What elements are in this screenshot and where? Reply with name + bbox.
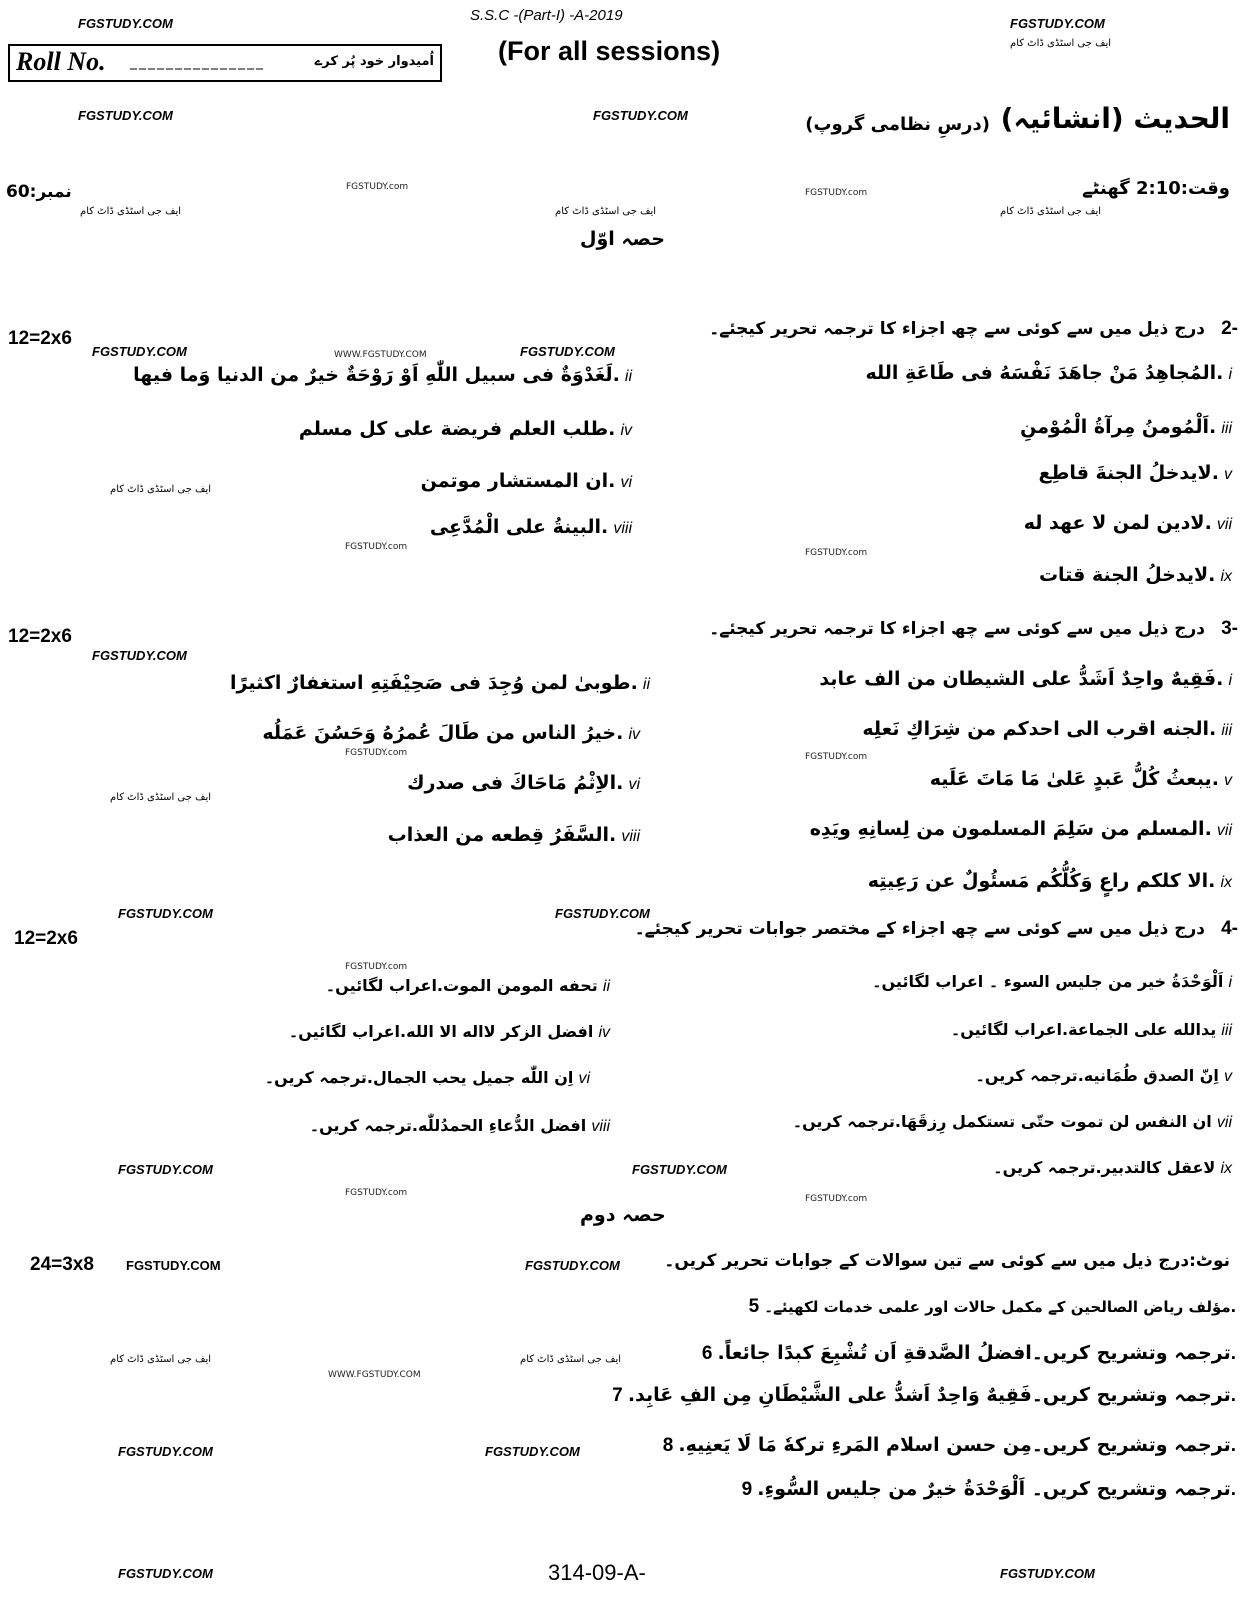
watermark: FGSTUDY.COM xyxy=(593,108,688,123)
q4-item xyxy=(265,1068,590,1088)
q3-item xyxy=(407,772,640,794)
q4-item xyxy=(993,1158,1232,1178)
q2-item-text: المُجاهِدُ مَنْ جاهَدَ نَفْسَهُ فى طَاعَةِ الله. xyxy=(865,362,1224,384)
q3-item xyxy=(388,824,640,846)
watermark: FGSTUDY.COM xyxy=(118,906,213,921)
q2-item xyxy=(1038,462,1232,484)
q2-number: 2- xyxy=(1221,318,1238,339)
watermark-urdu: ایف جی اسٹڈی ڈاٹ کام xyxy=(110,484,212,495)
q3-item xyxy=(230,672,650,694)
group: (درسِ نظامی گروپ) xyxy=(805,114,990,135)
roll-blank: _______________ xyxy=(130,54,265,70)
q4-item-text: اِن اللّٰه جميل يحب الجمال.ترجمہ کریں۔ xyxy=(264,1068,574,1087)
watermark-small: FGSTUDY.com xyxy=(805,188,868,198)
long-question xyxy=(702,1342,1236,1365)
watermark-urdu: ایف جی اسٹڈی ڈاٹ کام xyxy=(80,206,182,217)
q3-number: 3- xyxy=(1221,618,1238,639)
q3-item-number: i xyxy=(1228,672,1232,689)
q4-item-text: لاعقل كالتدبير.ترجمہ کریں۔ xyxy=(993,1158,1216,1177)
long-question-number: 8. xyxy=(662,1435,1236,1456)
q4-item-text: اِنّ الصدق طُمَانيه.ترجمہ کریں۔ xyxy=(975,1066,1219,1085)
watermark-urdu: ایف جی اسٹڈی ڈاٹ کام xyxy=(1000,206,1102,217)
long-question-text: ترجمہ وتشریح کریں۔ اَلْوَحْدَةُ خيرٌ من جليس السُّوءِ. xyxy=(757,1478,1231,1500)
q2-item-number: vi xyxy=(620,474,632,491)
q3-item-number: v xyxy=(1224,772,1232,789)
watermark-small: FGSTUDY.com xyxy=(345,1188,408,1198)
q3-item xyxy=(868,870,1232,892)
q4-item-number: vii xyxy=(1216,1114,1232,1131)
roll-urdu: اُمیدوار خود پُر کرے xyxy=(314,54,434,69)
watermark: FGSTUDY.COM xyxy=(126,1258,221,1273)
q2-item-text: طلب العلم فريضة على كل مسلم. xyxy=(298,418,616,440)
q3-item xyxy=(810,818,1232,840)
q3-item xyxy=(819,668,1232,690)
long-question-text: ترجمہ وتشریح کریں۔فَقِيهٌ وَاحِدٌ اَشدُّ على الشَّيْطَانِ مِن الفِ عَابِد. xyxy=(627,1384,1231,1406)
q4-item-number: v xyxy=(1224,1068,1232,1085)
q3-item-text: الا كلكم راعٍ وَكُلُّكُم مَسئُولٌ عن رَعِيتِه. xyxy=(867,870,1216,892)
q4-item-text: ان النفس لن تموت حتّى تستكمل رِزقَهَا.ترجمہ کریں۔ xyxy=(792,1112,1212,1131)
q4-item-number: viii xyxy=(591,1118,610,1135)
long-question-number: 6. xyxy=(701,1343,1236,1364)
q3-item-text: السَّفَرُ قِطعه من العذاب. xyxy=(387,824,617,846)
q2-item-text: اَلْمُومنُ مِرآةُ الْمُوْمنِ. xyxy=(1020,416,1217,438)
roll-number-box[interactable] xyxy=(8,44,442,82)
q3-item-number: ix xyxy=(1220,874,1232,891)
watermark-urdu: ایف جی اسٹڈی ڈاٹ کام xyxy=(520,1354,622,1365)
watermark: FGSTUDY.COM xyxy=(118,1444,213,1459)
q2-item xyxy=(865,362,1232,384)
q4-item-text: افضل الدُّعاءِ الحمدُللّٰه.ترجمہ کریں۔ xyxy=(309,1116,587,1135)
q4-item-text: اَلْوَحْدَةُ خير من جليس السوء ۔ اعراب لگائیں۔ xyxy=(872,972,1224,991)
q4-instruction: درج ذیل میں سے کوئی سے چھ اجزاء کے مختصر جوابات تحریر کیجئے۔ xyxy=(634,919,1205,939)
q2-item-number: v xyxy=(1224,466,1232,483)
q4-item-number: ii xyxy=(602,978,610,995)
long-question xyxy=(749,1296,1236,1318)
watermark: FGSTUDY.COM xyxy=(485,1444,580,1459)
q3-item-text: فَقِيهٌ واحِدٌ اَشَدُّ على الشيطان من الف عابد. xyxy=(819,668,1224,690)
q2-item xyxy=(299,418,632,440)
q2-item xyxy=(133,364,632,386)
q2-item-number: iv xyxy=(620,422,632,439)
q4-item-number: iv xyxy=(598,1024,610,1041)
q3-item-text: الاِثْمُ مَاحَاكَ فى صدرك. xyxy=(407,772,624,794)
q2-item-number: ii xyxy=(624,368,632,385)
q2-item-text: لادين لمن لا عهد له. xyxy=(1023,512,1212,534)
watermark-small: FGSTUDY.com xyxy=(805,1194,868,1204)
watermark: FGSTUDY.COM xyxy=(632,1162,727,1177)
watermark-urdu: ایف جی اسٹڈی ڈاٹ کام xyxy=(110,792,212,803)
watermark: FGSTUDY.COM xyxy=(78,108,173,123)
q2-item-text: لَغَدْوَةٌ فى سبيل اللّٰهِ اَوْ رَوْحَةٌ خيرٌ من الدنيا وَما فيها. xyxy=(133,364,620,386)
q3-item-text: طوبىٰ لمن وُجِدَ فى صَحِيْفَتِهِ استغفارٌ اكثيرًا. xyxy=(230,672,638,694)
watermark: FGSTUDY.COM xyxy=(92,344,187,359)
q4-item-number: i xyxy=(1228,974,1232,991)
watermark-small: FGSTUDY.com xyxy=(345,962,408,972)
watermark: FGSTUDY.COM xyxy=(118,1162,213,1177)
q4-item xyxy=(975,1066,1232,1086)
q4-item xyxy=(951,1020,1232,1040)
q4-item xyxy=(289,1022,610,1042)
long-question-text: مؤلف ریاض الصالحین کے مکمل حالات اور علمی خدمات لکھیئے۔ xyxy=(764,1298,1231,1316)
watermark-urdu: ایف جی اسٹڈی ڈاٹ کام xyxy=(1010,38,1112,49)
exam-code: S.S.C -(Part-I) -A-2019 xyxy=(470,7,623,24)
q3-item-number: vi xyxy=(628,776,640,793)
watermark-www: WWW.FGSTUDY.COM xyxy=(328,1370,421,1380)
long-question-number: 5. xyxy=(748,1296,1236,1317)
watermark-small: FGSTUDY.com xyxy=(345,748,408,758)
q2-item xyxy=(421,470,632,492)
q2-item-number: i xyxy=(1228,366,1232,383)
q4-item-text: تحفه المومن الموت.اعراب لگائیں۔ xyxy=(325,976,598,995)
total-marks: نمبر:60 xyxy=(6,182,72,202)
q3-item-text: يبعثُ كُلُّ عَبدٍ عَلىٰ مَا مَاتَ عَلَيه. xyxy=(929,768,1219,790)
q4-item-number: iii xyxy=(1221,1022,1232,1039)
q3-item xyxy=(930,768,1232,790)
part2-marks: 24=3x8 xyxy=(30,1254,94,1275)
sessions: (For all sessions) xyxy=(498,36,721,66)
q4-item-number: ix xyxy=(1220,1160,1232,1177)
part2-note: نوٹ:درج ذیل میں سے کوئی سے تین سوالات کے جوابات تحریر کریں۔ xyxy=(664,1251,1230,1271)
q2-item-text: لايدخلُ الجنةَ قاطِع. xyxy=(1038,462,1219,484)
watermark-urdu: ایف جی اسٹڈی ڈاٹ کام xyxy=(110,1354,212,1365)
watermark: FGSTUDY.COM xyxy=(525,1258,620,1273)
q3-item-number: ii xyxy=(642,676,650,693)
watermark: FGSTUDY.COM xyxy=(520,344,615,359)
q2-item xyxy=(1024,512,1232,534)
watermark: FGSTUDY.COM xyxy=(92,648,187,663)
long-question-text: ترجمہ وتشریح کریں۔افضلُ الصَّدقةِ اَن تُشْبِعَ كبدًا جائعاً. xyxy=(717,1342,1231,1364)
q2-item-number: viii xyxy=(613,520,632,537)
watermark: FGSTUDY.COM xyxy=(118,1566,213,1581)
q3-instruction: درج ذیل میں سے کوئی سے چھ اجزاء کا ترجمہ تحریر کیجئے۔ xyxy=(709,619,1205,639)
watermark-small: FGSTUDY.com xyxy=(805,752,868,762)
q3-item-text: خيرُ الناس من طَالَ عُمرُهُ وَحَسُنَ عَمَلُه. xyxy=(262,722,624,744)
q3-item-number: vii xyxy=(1216,822,1232,839)
watermark: FGSTUDY.COM xyxy=(78,16,173,31)
watermark-small: FGSTUDY.com xyxy=(345,542,408,552)
q4-item xyxy=(793,1112,1232,1132)
q2-item-number: vii xyxy=(1216,516,1232,533)
q2-marks: 12=2x6 xyxy=(8,328,72,349)
q2-item-number: iii xyxy=(1221,420,1232,437)
q4-item-text: يدالله على الجماعة.اعراب لگائیں۔ xyxy=(950,1020,1217,1039)
q4-marks: 12=2x6 xyxy=(14,928,78,949)
q3-marks: 12=2x6 xyxy=(8,626,72,647)
long-question-number: 7. xyxy=(612,1385,1236,1406)
q3-item xyxy=(262,722,640,744)
q4-item xyxy=(310,1116,610,1136)
subject-title: الحدیث (انشائیہ) xyxy=(1000,102,1230,135)
long-question-text: ترجمہ وتشریح کریں۔مِن حسن اسلام المَرءِ تركهٗ مَا لَا يَعنِيهِ. xyxy=(678,1434,1231,1456)
part-two-title: حصہ دوم xyxy=(580,1204,666,1226)
q4-item-text: افضل الزكر لااله الا الله.اعراب لگائیں۔ xyxy=(288,1022,594,1041)
q3-item-number: iii xyxy=(1221,722,1232,739)
long-question-number: 9. xyxy=(741,1479,1236,1500)
watermark: FGSTUDY.COM xyxy=(555,906,650,921)
watermark-urdu: ایف جی اسٹڈی ڈاٹ کام xyxy=(555,206,657,217)
q4-item xyxy=(326,976,610,996)
watermark-small: FGSTUDY.com xyxy=(805,548,868,558)
q2-item xyxy=(1020,416,1232,438)
q3-item xyxy=(862,718,1232,740)
watermark-www: WWW.FGSTUDY.COM xyxy=(334,350,427,360)
q3-item-text: المسلم من سَلِمَ المسلمون من لِسانِهِ ويَدِه. xyxy=(809,818,1212,840)
part-one-title: حصہ اوّل xyxy=(580,228,665,250)
time-allowed: وقت:2:10 گھنٹے xyxy=(1082,178,1230,199)
watermark: FGSTUDY.COM xyxy=(1010,16,1105,31)
q4-item xyxy=(872,972,1232,992)
q3-item-text: الجنه اقرب الى احدكم من شِرَاكِ نَعلِه. xyxy=(862,718,1217,740)
q2-item xyxy=(430,516,632,538)
q2-item xyxy=(1039,564,1232,586)
long-question xyxy=(742,1478,1236,1501)
q2-item-text: البينةُ على الْمُدَّعِى. xyxy=(429,516,609,538)
paper-code: 314-09-A- xyxy=(548,1560,646,1585)
q4-number: 4- xyxy=(1221,918,1238,939)
q3-item-number: viii xyxy=(621,828,640,845)
q4-item-number: vi xyxy=(578,1070,590,1087)
q2-instruction: درج ذیل میں سے کوئی سے چھ اجزاء کا ترجمہ تحریر کیجئے۔ xyxy=(709,319,1205,339)
watermark: FGSTUDY.COM xyxy=(1000,1566,1095,1581)
q2-item-number: ix xyxy=(1220,568,1232,585)
q3-item-number: iv xyxy=(628,726,640,743)
watermark-small: FGSTUDY.com xyxy=(346,182,409,192)
roll-label: Roll No. xyxy=(16,47,106,76)
q2-item-text: لايدخلُ الجنة قتات. xyxy=(1038,564,1216,586)
long-question xyxy=(612,1384,1236,1407)
long-question xyxy=(663,1434,1236,1457)
q2-item-text: ان المستشار موتمن. xyxy=(420,470,616,492)
